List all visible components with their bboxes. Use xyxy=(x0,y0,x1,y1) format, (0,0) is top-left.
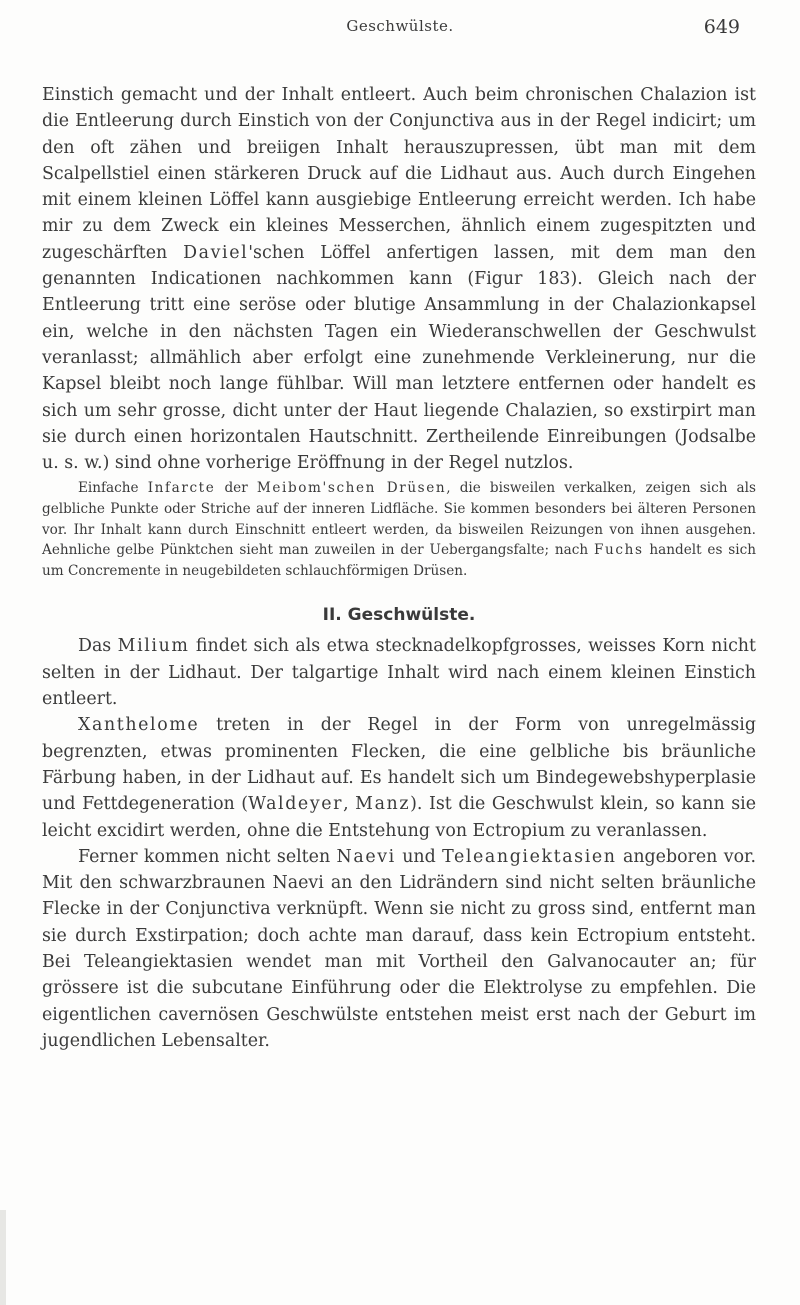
text-run: Das xyxy=(78,636,118,657)
running-title: Geschwülste. xyxy=(346,17,454,35)
text-run: findet sich als etwa stecknadelkopfgrosses, weisses Korn nicht selten in der Lidhaut. Der talgartige Inhalt wird nach einem kleinen Einstich entleert. xyxy=(42,636,757,710)
spaced-term-meibom-druesen: Meibom'schen Drüsen xyxy=(256,480,447,497)
text-run: angeboren vor. Mit den schwarzbraunen Naevi an den Lidrändern sind nicht selten bräunliche Flecke in der Conjunctiva verknüpft. Wenn sie nicht zu gross sind, entfernt man sie durch Exstirpation; doch achte man darauf, dass kein Ectropium entsteht. Bei Teleangiektasien wendet man mit Vortheil den Galvanocauter an; für grössere ist die subcutane Einführung oder die Elektrolyse zu empfehlen. Die eigentlichen cavernösen Geschwülste entstehen meist erst nach der Geburt im jugendlichen Lebensalter. xyxy=(42,846,756,1051)
paragraph-milium xyxy=(42,633,756,712)
spaced-term-naevi: Naevi xyxy=(336,846,396,867)
page-edge-shadow xyxy=(0,1210,6,1305)
spaced-term-milium: Milium xyxy=(117,636,190,657)
text-run: , die bisweilen verkalken, zeigen sich als gelbliche Punkte oder Striche auf der inneren Lidfläche. Sie kommen besonders bei älteren Personen vor. Ihr Inhalt kann durch Einschnitt entleert werden, da bisweilen Reizungen von ihnen ausgehen. Aehnliche gelbe Pünktchen sieht man zuweilen in der Uebergangsfalte; nach xyxy=(42,480,756,559)
spaced-term-xanthelome: Xanthelome xyxy=(78,715,200,736)
running-head xyxy=(0,12,800,40)
spaced-name-waldeyer: Waldeyer xyxy=(248,794,344,815)
section-heading: II. Geschwülste. xyxy=(322,605,476,626)
text-run: 'schen Löffel anfertigen lassen, mit dem man den genannten Indicationen nachkommen kann (Figur 183). Gleich nach der Entleerung tritt eine seröse oder blutige Ansammlung in der Chalazionkapsel ein, welche in den nächsten Tagen ein Wiederanschwellen der Geschwulst veranlasst; allmählich aber erfolgt eine zunehmende Verkleinerung, nur die Kapsel bleibt noch lange fühlbar. Will man letztere entfernen oder handelt es sich um sehr grosse, dicht unter der Haut liegende Chalazien, so exstirpirt man sie durch einen horizontalen Hautschnitt. Zertheilende Einreibungen (Jodsalbe u. s. w.) sind ohne vorherige Eröffnung in der Regel nutzlos. xyxy=(42,242,756,474)
page-number: 649 xyxy=(703,16,740,38)
spaced-term-infarcte: Infarcte xyxy=(147,480,216,497)
text-run: ). Ist die Geschwulst klein, so kann sie leicht excidirt werden, ohne die Entstehung von Ectropium zu veranlassen. xyxy=(42,794,756,841)
spaced-name-manz: Manz xyxy=(355,794,411,815)
text-run: Ferner kommen nicht selten xyxy=(78,846,337,867)
paragraph-xanthelome xyxy=(42,712,756,843)
paragraph-infarcte-small-print xyxy=(42,478,756,581)
text-run: Einfache xyxy=(78,480,148,497)
text-run: und xyxy=(395,846,443,867)
text-run: der xyxy=(215,480,257,497)
text-run: , xyxy=(343,794,356,815)
body-text xyxy=(42,82,756,1054)
text-run: handelt es sich um Concremente in neugebildeten schlauchförmigen Drüsen. xyxy=(42,542,756,579)
paragraph-naevi-teleangiektasien xyxy=(42,844,756,1054)
paragraph-chalazion-treatment xyxy=(42,82,756,476)
spaced-term-teleangiektasien: Teleangiektasien xyxy=(442,846,617,867)
text-run: treten in der Regel in der Form von unregelmässig begrenzten, etwas prominenten Flecken, die eine gelbliche bis bräunliche Färbung haben, in der Lidhaut auf. Es handelt sich um Bindegewebshyperplasie und Fettdegeneration ( xyxy=(42,715,756,815)
spaced-name-fuchs: Fuchs xyxy=(594,542,644,559)
spaced-name-daviel: Daviel xyxy=(183,242,249,263)
text-run: Einstich gemacht und der Inhalt entleert. Auch beim chronischen Chalazion ist die Entleerung durch Einstich von der Conjunctiva aus in der Regel indicirt; um den oft zähen und breiigen Inhalt herauszupressen, übt man mit dem Scalpellstiel einen stärkeren Druck auf die Lidhaut aus. Auch durch Eingehen mit einem kleinen Löffel kann ausgiebige Entleerung erreicht werden. Ich habe mir zu dem Zweck ein kleines Messerchen, ähnlich einem zugespitzten und zugeschärften xyxy=(42,85,756,263)
